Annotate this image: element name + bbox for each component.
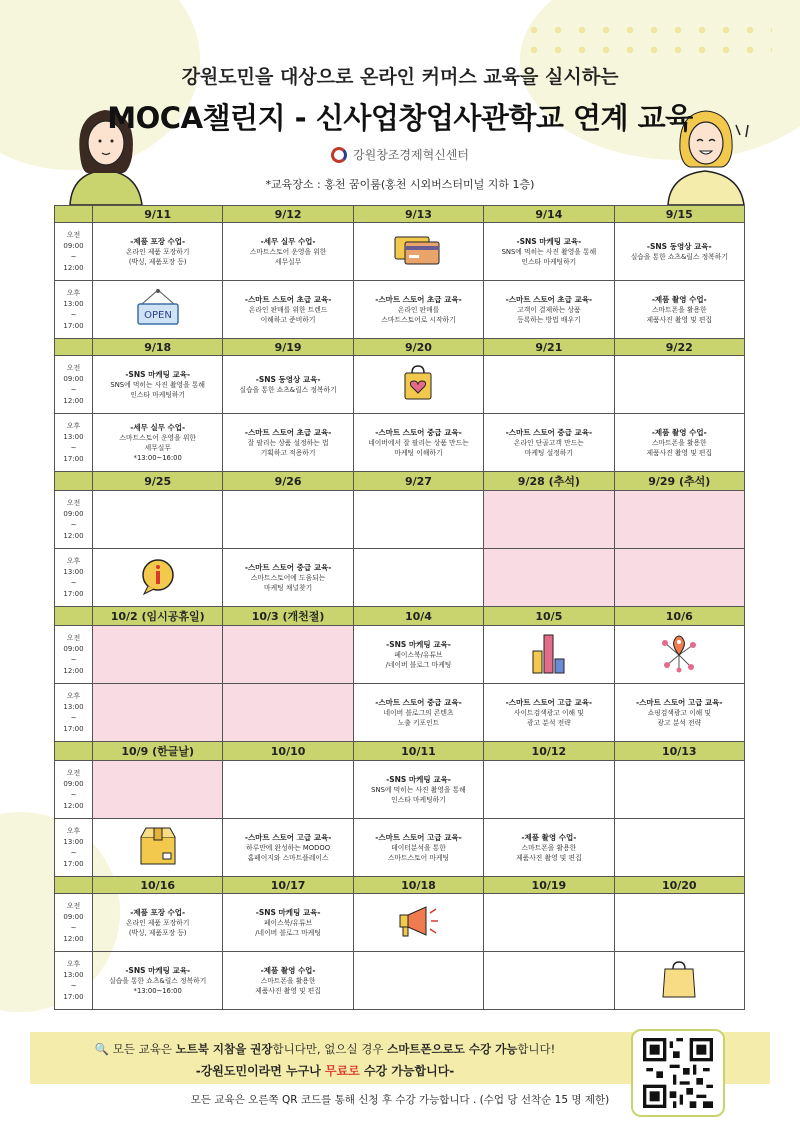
footer-note: 모든 교육은 오른쪽 QR 코드를 통해 신청 후 수강 가능합니다 . (수업 당 선착순 15 명 제한) — [190, 1094, 610, 1106]
time-label-line: 오전 — [66, 230, 81, 239]
session-cell — [93, 952, 223, 1010]
holiday-cell — [484, 491, 614, 549]
time-label-pm — [55, 414, 93, 472]
date-header-row — [55, 742, 745, 761]
session-cell — [614, 223, 744, 281]
time-label-line: 오후 — [66, 959, 81, 968]
session-desc: 제품사진 촬영 및 편집 — [516, 853, 582, 862]
session-title: -제품 포장 수업- — [130, 907, 186, 917]
notice-text: 합니다만, 없으실 경우 — [272, 1042, 388, 1056]
time-label-line: 13:00 — [63, 432, 84, 441]
time-label-line: ~ — [70, 385, 77, 394]
session-cell — [484, 684, 614, 742]
time-label-line: 오전 — [66, 768, 81, 777]
time-label-am — [55, 356, 93, 414]
session-desc: 스마트폰을 활용한 — [651, 305, 707, 314]
session-cell — [484, 761, 614, 819]
decor-dots — [522, 20, 772, 60]
time-label-line: ~ — [70, 310, 77, 319]
schedule-row-am — [55, 626, 745, 684]
time-label-pm — [55, 549, 93, 607]
date-cell: 9/26 — [223, 472, 353, 491]
time-label-line: 17:00 — [63, 859, 84, 868]
date-cell: 9/11 — [93, 206, 223, 223]
time-label-line: ~ — [70, 443, 77, 452]
notice-text: 합니다! — [517, 1042, 556, 1056]
date-cell: 9/21 — [484, 339, 614, 356]
session-title: -제품 촬영 수업- — [651, 294, 707, 304]
session-desc: 실습을 통한 쇼츠&릴스 정복하기 — [109, 976, 207, 985]
session-title: -스마트 스토어 중급 교육- — [244, 562, 332, 572]
session-cell — [614, 761, 744, 819]
time-label-am — [55, 761, 93, 819]
session-desc: 페이스북/유튜브 — [394, 650, 443, 659]
session-cell — [353, 549, 483, 607]
session-cell — [614, 819, 744, 877]
session-desc: 네이버에서 잘 팔리는 상품 만드는 — [368, 438, 469, 447]
date-cell: 10/9 (한글날) — [93, 742, 223, 761]
time-label-line: ~ — [70, 655, 77, 664]
session-desc: 쇼핑검색광고 이해 및 — [647, 708, 711, 717]
session-cell — [484, 819, 614, 877]
session-desc: 사이트검색광고 이해 및 — [513, 708, 584, 717]
session-desc: *13:00~16:00 — [133, 453, 182, 462]
time-label-line: 오전 — [66, 363, 81, 372]
session-desc: /네이버 블로그 마케팅 — [255, 928, 321, 937]
schedule-row-pm — [55, 684, 745, 742]
session-cell — [93, 356, 223, 414]
notice-free: 무료로 — [325, 1064, 360, 1078]
date-cell: 10/3 (개천절) — [223, 607, 353, 626]
time-label-line: 오전 — [66, 633, 81, 642]
schedule-row-pm — [55, 549, 745, 607]
session-cell — [614, 626, 744, 684]
session-title: -SNS 마케팅 교육- — [255, 907, 321, 917]
session-desc: 마케팅 이해하기 — [394, 448, 443, 457]
session-desc: *13:00~16:00 — [133, 986, 182, 995]
session-cell — [484, 894, 614, 952]
session-desc: 스마트폰을 활용한 — [260, 976, 316, 985]
time-label-line: 17:00 — [63, 321, 84, 330]
session-cell — [614, 894, 744, 952]
session-cell — [353, 626, 483, 684]
session-cell — [93, 491, 223, 549]
session-desc: (박싱, 제품포장 등) — [128, 928, 187, 937]
time-label-line: ~ — [70, 520, 77, 529]
date-cell: 10/11 — [353, 742, 483, 761]
session-desc: 실습을 통한 쇼츠&릴스 정복하기 — [630, 252, 728, 261]
holiday-cell — [93, 684, 223, 742]
schedule-row-am — [55, 491, 745, 549]
session-title: -SNS 마케팅 교육- — [386, 639, 451, 649]
holiday-cell — [614, 491, 744, 549]
schedule-row-pm — [55, 281, 745, 339]
notice-box — [30, 1032, 770, 1084]
session-cell — [353, 491, 483, 549]
holiday-cell — [223, 684, 353, 742]
session-cell — [353, 356, 483, 414]
session-desc: 인스타 마케팅하기 — [391, 795, 446, 804]
date-cell: 9/12 — [223, 206, 353, 223]
date-cell: 10/20 — [614, 877, 744, 894]
time-label-am — [55, 626, 93, 684]
holiday-cell — [93, 761, 223, 819]
session-desc: 스마트폰을 활용한 — [521, 843, 577, 852]
session-cell — [223, 894, 353, 952]
session-desc: 마케팅 채널찾기 — [264, 583, 313, 592]
session-cell — [223, 223, 353, 281]
credit-card-icon — [393, 233, 443, 271]
schedule-row-am — [55, 894, 745, 952]
session-title: -스마트 스토어 초급 교육- — [505, 294, 593, 304]
time-label-line: 13:00 — [63, 702, 84, 711]
date-cell: 9/22 — [614, 339, 744, 356]
session-desc: 이해하고 준비하기 — [260, 315, 316, 324]
session-desc: 제품사진 촬영 및 편집 — [646, 448, 713, 457]
session-cell — [484, 626, 614, 684]
session-cell — [614, 684, 744, 742]
session-title: -제품 포장 수업- — [130, 236, 186, 246]
session-cell — [353, 223, 483, 281]
session-cell — [223, 356, 353, 414]
time-header-cell — [55, 742, 93, 761]
time-label-line: 12:00 — [63, 263, 84, 272]
session-desc: 온라인 판매를 위한 트렌드 — [248, 305, 328, 314]
holiday-cell — [223, 626, 353, 684]
session-cell — [223, 761, 353, 819]
session-desc: 온라인 판매를 — [397, 305, 440, 314]
bar-chart-icon — [529, 631, 569, 679]
session-desc: 스마트폰을 활용한 — [651, 438, 707, 447]
network-pin-icon — [657, 633, 701, 677]
session-title: -스마트 스토어 고급 교육- — [375, 832, 462, 842]
date-cell: 9/20 — [353, 339, 483, 356]
session-desc: 온라인 단골고객 만드는 — [513, 438, 584, 447]
time-label-pm — [55, 819, 93, 877]
date-cell: 9/27 — [353, 472, 483, 491]
time-header-cell — [55, 206, 93, 223]
time-label-line: 13:00 — [63, 970, 84, 979]
session-desc: 제품사진 촬영 및 편집 — [255, 986, 321, 995]
time-label-pm — [55, 952, 93, 1010]
date-cell: 9/29 (추석) — [614, 472, 744, 491]
session-cell — [484, 952, 614, 1010]
schedule-row-am — [55, 223, 745, 281]
session-cell — [353, 684, 483, 742]
session-cell — [93, 414, 223, 472]
time-label-line: ~ — [70, 981, 77, 990]
time-label-line: 13:00 — [63, 567, 84, 576]
session-title: -스마트 스토어 초급 교육- — [244, 427, 332, 437]
holiday-cell — [484, 549, 614, 607]
session-desc: 제품사진 촬영 및 편집 — [646, 315, 713, 324]
time-label-line: 오후 — [66, 288, 81, 297]
session-desc: 네이버 블로그의 콘텐츠 — [383, 708, 454, 717]
session-desc: SNS에 먹히는 사진 촬영을 통해 — [110, 380, 205, 389]
time-label-line: 17:00 — [63, 724, 84, 733]
session-desc: /네이버 블로그 마케팅 — [385, 660, 452, 669]
session-desc: 스마트스토어 마케팅 — [387, 853, 450, 862]
box-icon — [137, 825, 179, 871]
session-desc: 스마트스토어 운영을 위한 — [119, 433, 196, 442]
date-cell: 10/4 — [353, 607, 483, 626]
date-cell: 9/25 — [93, 472, 223, 491]
time-label-line: 17:00 — [63, 589, 84, 598]
session-cell — [93, 894, 223, 952]
session-desc: 온라인 제품 포장하기 — [125, 247, 190, 256]
time-header-cell — [55, 339, 93, 356]
megaphone-icon — [396, 903, 440, 943]
session-cell — [484, 223, 614, 281]
session-title: -제품 촬영 수업- — [651, 427, 707, 437]
notice-text: -강원도민이라면 누구나 — [195, 1064, 325, 1078]
time-label-line: ~ — [70, 790, 77, 799]
time-label-line: 오전 — [66, 901, 81, 910]
session-cell — [353, 894, 483, 952]
schedule-row-am — [55, 761, 745, 819]
time-label-line: ~ — [70, 252, 77, 261]
notice-highlight: 스마트폰으로도 수강 가능 — [387, 1042, 518, 1056]
session-cell — [223, 952, 353, 1010]
session-desc: 홈페이지와 스마트플레이스 — [247, 853, 329, 862]
session-title: -SNS 마케팅 교육- — [125, 965, 191, 975]
session-desc: 기획하고 적용하기 — [260, 448, 316, 457]
session-cell — [223, 549, 353, 607]
date-cell: 10/6 — [614, 607, 744, 626]
schedule-row-pm — [55, 414, 745, 472]
time-label-am — [55, 894, 93, 952]
session-cell — [353, 414, 483, 472]
paper-bag-icon — [659, 959, 699, 1003]
date-cell: 9/13 — [353, 206, 483, 223]
session-cell — [93, 819, 223, 877]
header-subtitle: 강원도민을 대상으로 온라인 커머스 교육을 실시하는 — [181, 66, 619, 88]
session-title: -제품 촬영 수업- — [260, 965, 316, 975]
session-desc: 실습을 통한 쇼츠&릴스 정복하기 — [239, 385, 337, 394]
date-cell: 10/12 — [484, 742, 614, 761]
session-title: -SNS 마케팅 교육- — [516, 236, 582, 246]
svg-text:OPEN: OPEN — [143, 309, 172, 321]
date-header-row — [55, 206, 745, 223]
date-header-row — [55, 877, 745, 894]
holiday-cell — [614, 549, 744, 607]
session-cell — [484, 356, 614, 414]
date-cell: 9/14 — [484, 206, 614, 223]
location-text: *교육장소 : 홍천 꿈이룸(홍천 시외버스터미널 지하 1층) — [265, 178, 535, 191]
date-header-row — [55, 339, 745, 356]
date-cell: 9/28 (추석) — [484, 472, 614, 491]
session-title: -스마트 스토어 중급 교육- — [375, 697, 462, 707]
time-label-line: 09:00 — [63, 241, 84, 250]
time-label-line: 09:00 — [63, 644, 84, 653]
session-title: -스마트 스토어 중급 교육- — [505, 427, 593, 437]
info-bubble-icon — [138, 556, 178, 600]
session-desc: 노출 키포인트 — [397, 718, 440, 727]
session-desc: 하루만에 완성하는 MODOO — [246, 843, 331, 852]
schedule-row-am — [55, 356, 745, 414]
session-title: -SNS 동영상 교육- — [255, 374, 321, 384]
time-label-line: 오후 — [66, 421, 81, 430]
session-desc: 세무실무 — [144, 443, 171, 452]
org-logo-icon — [331, 147, 347, 163]
session-title: -SNS 마케팅 교육- — [386, 774, 451, 784]
session-desc: 고객이 결제하는 상품 — [517, 305, 581, 314]
session-cell — [614, 356, 744, 414]
notice-line-1 — [30, 1041, 620, 1057]
holiday-cell — [93, 626, 223, 684]
session-title: -스마트 스토어 초급 교육- — [244, 294, 332, 304]
date-cell: 10/18 — [353, 877, 483, 894]
shopping-bag-heart-icon — [398, 363, 438, 407]
time-label-line: ~ — [70, 713, 77, 722]
session-cell — [93, 223, 223, 281]
session-desc: (박싱, 제품포장 등) — [128, 257, 187, 266]
session-desc: 등록하는 방법 배우기 — [517, 315, 581, 324]
date-cell: 10/16 — [93, 877, 223, 894]
notice-text: 수강 가능합니다- — [359, 1064, 455, 1078]
session-cell — [353, 952, 483, 1010]
session-desc: 인스타 마케팅하기 — [130, 390, 186, 399]
session-cell — [614, 952, 744, 1010]
date-cell: 10/2 (임시공휴일) — [93, 607, 223, 626]
time-label-line: 09:00 — [63, 912, 84, 921]
session-desc: 세무실무 — [274, 257, 302, 266]
session-cell — [484, 281, 614, 339]
magnifier-icon: 🔍 — [94, 1042, 110, 1056]
session-desc: 페이스북/유튜브 — [263, 918, 313, 927]
session-desc: 스마트스토어에 도움되는 — [250, 573, 326, 582]
schedule-row-pm — [55, 952, 745, 1010]
date-cell: 9/15 — [614, 206, 744, 223]
time-label-am — [55, 491, 93, 549]
session-desc: 스마트스토어로 시작하기 — [381, 315, 456, 324]
session-title: -세무 실무 수업- — [260, 236, 316, 246]
time-label-line: 17:00 — [63, 454, 84, 463]
session-title: -SNS 마케팅 교육- — [125, 369, 191, 379]
notice-line-2 — [30, 1062, 620, 1079]
session-desc: 잘 팔리는 상품 설정하는 법 — [247, 438, 329, 447]
time-label-line: 12:00 — [63, 531, 84, 540]
session-title: -스마트 스토어 고급 교육- — [636, 697, 723, 707]
time-label-line: 12:00 — [63, 801, 84, 810]
session-desc: 인스타 마케팅하기 — [521, 257, 577, 266]
notice-highlight: 노트북 지참을 권장 — [175, 1042, 273, 1056]
time-label-pm — [55, 281, 93, 339]
open-sign-icon — [134, 288, 182, 332]
time-label-line: 09:00 — [63, 374, 84, 383]
session-title: -스마트 스토어 고급 교육- — [244, 832, 332, 842]
session-cell — [614, 414, 744, 472]
session-title: -스마트 스토어 중급 교육- — [375, 427, 462, 437]
date-cell: 10/13 — [614, 742, 744, 761]
session-cell — [353, 819, 483, 877]
session-title: -SNS 동영상 교육- — [646, 241, 712, 251]
schedule-row-pm — [55, 819, 745, 877]
session-desc: 스마트스토어 운영을 위한 — [249, 247, 327, 256]
date-header-row — [55, 607, 745, 626]
date-cell: 9/18 — [93, 339, 223, 356]
time-header-cell — [55, 607, 93, 626]
time-label-line: 오후 — [66, 826, 81, 835]
session-cell — [223, 819, 353, 877]
session-desc: 광고 분석 전략 — [657, 718, 702, 727]
session-desc: 온라인 제품 포장하기 — [125, 918, 190, 927]
session-cell — [353, 761, 483, 819]
time-label-line: 오후 — [66, 691, 81, 700]
date-cell: 10/19 — [484, 877, 614, 894]
time-label-am — [55, 223, 93, 281]
time-label-line: 오전 — [66, 498, 81, 507]
session-desc: 광고 분석 전략 — [527, 718, 571, 727]
date-cell: 10/17 — [223, 877, 353, 894]
time-label-line: ~ — [70, 923, 77, 932]
session-title: -스마트 스토어 고급 교육- — [505, 697, 593, 707]
time-label-line: 13:00 — [63, 299, 84, 308]
session-title: -제품 촬영 수업- — [521, 832, 577, 842]
time-label-line: ~ — [70, 578, 77, 587]
session-cell — [223, 491, 353, 549]
session-desc: SNS에 먹히는 사진 촬영을 통해 — [501, 247, 597, 256]
org-logo — [0, 146, 800, 163]
session-cell — [484, 414, 614, 472]
session-desc: 마케팅 설정하기 — [524, 448, 573, 457]
time-label-line: 12:00 — [63, 934, 84, 943]
session-title: -세무 실무 수업- — [130, 422, 186, 432]
schedule-table — [54, 205, 745, 1010]
org-name: 강원창조경제혁신센터 — [353, 148, 469, 162]
session-cell — [93, 281, 223, 339]
session-cell — [223, 414, 353, 472]
session-cell — [353, 281, 483, 339]
time-header-cell — [55, 877, 93, 894]
time-label-line: 09:00 — [63, 779, 84, 788]
session-cell — [93, 549, 223, 607]
time-label-line: 오후 — [66, 556, 81, 565]
time-label-line: 13:00 — [63, 837, 84, 846]
date-cell: 10/10 — [223, 742, 353, 761]
session-desc: SNS에 먹히는 사진 촬영을 통해 — [371, 785, 466, 794]
date-header-row — [55, 472, 745, 491]
time-label-line: 09:00 — [63, 509, 84, 518]
time-label-pm — [55, 684, 93, 742]
date-cell: 9/19 — [223, 339, 353, 356]
session-desc: 데이터분석을 통한 — [391, 843, 446, 852]
time-header-cell — [55, 472, 93, 491]
time-label-line: 12:00 — [63, 666, 84, 675]
time-label-line: ~ — [70, 848, 77, 857]
time-label-line: 12:00 — [63, 396, 84, 405]
time-label-line: 17:00 — [63, 992, 84, 1001]
session-cell — [223, 281, 353, 339]
session-title: -스마트 스토어 초급 교육- — [375, 294, 462, 304]
notice-text: 모든 교육은 — [112, 1042, 176, 1056]
session-cell — [614, 281, 744, 339]
date-cell: 10/5 — [484, 607, 614, 626]
page-title: MOCA챌린지 - 신사업창업사관학교 연계 교육 — [107, 101, 693, 135]
